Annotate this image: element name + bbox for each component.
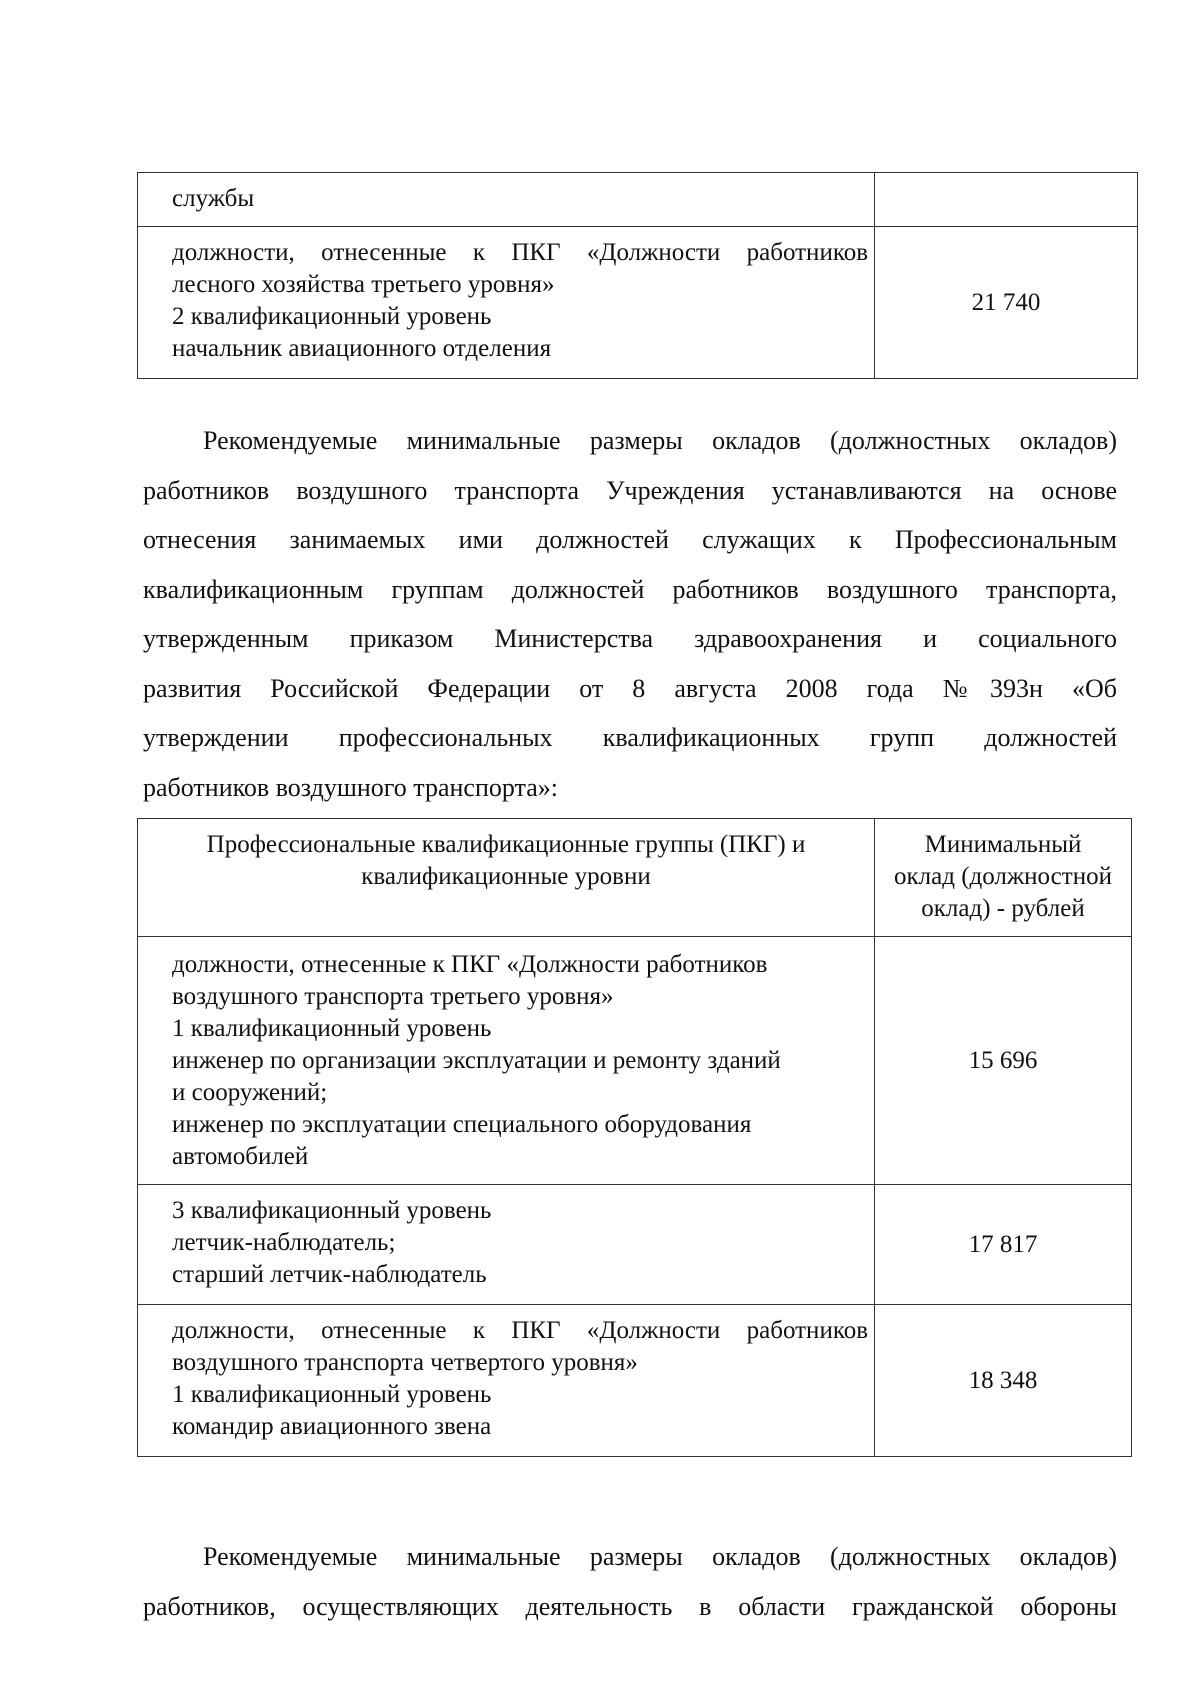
cell-line: должности, отнесенные к ПКГ «Должности работников — [172, 1317, 868, 1344]
position-cell — [138, 227, 875, 379]
cell-line: 2 квалификационный уровень — [172, 303, 492, 330]
header-line: квалификационные уровни — [361, 863, 651, 890]
salary-cell: 17 817 — [875, 1185, 1132, 1305]
cell-line: воздушного транспорта третьего уровня» — [172, 983, 614, 1010]
paragraph-line: развития Российской Федерации от 8 августа 2008 года №393н «Об — [143, 673, 1117, 703]
table-row — [138, 1185, 1132, 1305]
cell-line: 1 квалификационный уровень — [172, 1015, 492, 1042]
salary-cell: 21 740 — [875, 227, 1138, 379]
paragraph-line: Рекомендуемые минимальные размеры окладов (должностных окладов) — [203, 426, 1117, 455]
paragraph-line: работников воздушного транспорта»: — [143, 772, 558, 802]
cell-line: службы — [172, 185, 255, 212]
cell-line: инженер по организации эксплуатации и ремонту зданий — [172, 1047, 781, 1074]
header-line: Минимальный — [924, 831, 1082, 858]
paragraph-line: работников воздушного транспорта Учреждения устанавливаются на основе — [143, 475, 1117, 505]
table-row — [138, 227, 1138, 379]
cell-line: старший летчик-наблюдатель — [172, 1261, 487, 1288]
position-cell — [138, 937, 875, 1185]
table-air-transport — [137, 818, 1132, 1457]
cell-line: 3 квалификационный уровень — [172, 1197, 492, 1224]
paragraph-line: квалификационным группам должностей работников воздушного транспорта, — [143, 574, 1117, 604]
paragraph-line: Рекомендуемые минимальные размеры окладов (должностных окладов) — [203, 1542, 1117, 1571]
paragraph-line: утверждении профессиональных квалификационных групп должностей — [143, 723, 1117, 752]
cell-line: лесного хозяйства третьего уровня» — [172, 271, 555, 298]
table-row — [138, 173, 1138, 227]
header-line: оклад) - рублей — [921, 895, 1085, 922]
paragraph-line: утвержденным приказом Министерства здравоохранения и социального — [143, 624, 1117, 653]
cell-line: инженер по эксплуатации специального оборудования — [172, 1111, 752, 1138]
header-groups — [138, 819, 875, 937]
header-line: Профессиональные квалификационные группы (ПКГ) и — [206, 831, 806, 858]
cell-line: автомобилей — [172, 1143, 309, 1170]
cell-line: должности, отнесенные к ПКГ «Должности работников — [172, 951, 768, 978]
salary-cell: 15 696 — [875, 937, 1132, 1185]
table-row — [138, 1305, 1132, 1457]
salary-cell: 18 348 — [875, 1305, 1132, 1457]
position-cell — [138, 1185, 875, 1305]
paragraph-civil-defense — [143, 1532, 1117, 1631]
cell-line: воздушного транспорта четвертого уровня» — [172, 1349, 638, 1376]
position-cell — [138, 1305, 875, 1457]
paragraph-line: работников, осуществляющих деятельность в области гражданской обороны — [143, 1591, 1117, 1621]
cell-line: начальник авиационного отделения — [172, 335, 552, 362]
paragraph-line: отнесения занимаемых ими должностей служащих к Профессиональным — [143, 525, 1117, 554]
cell-line: командир авиационного звена — [172, 1413, 492, 1440]
table-forestry-continuation — [137, 172, 1138, 379]
table-row — [138, 937, 1132, 1185]
header-salary — [875, 819, 1132, 937]
salary-cell — [875, 173, 1138, 227]
cell-line: и сооружений; — [172, 1079, 328, 1106]
table-header-row — [138, 819, 1132, 937]
paragraph-air-transport — [143, 416, 1117, 812]
cell-line: 1 квалификационный уровень — [172, 1381, 492, 1408]
header-line: оклад (должностной — [894, 863, 1112, 890]
cell-line: должности, отнесенные к ПКГ «Должности работников — [172, 239, 868, 266]
position-cell — [138, 173, 875, 227]
cell-line: летчик-наблюдатель; — [172, 1229, 396, 1256]
